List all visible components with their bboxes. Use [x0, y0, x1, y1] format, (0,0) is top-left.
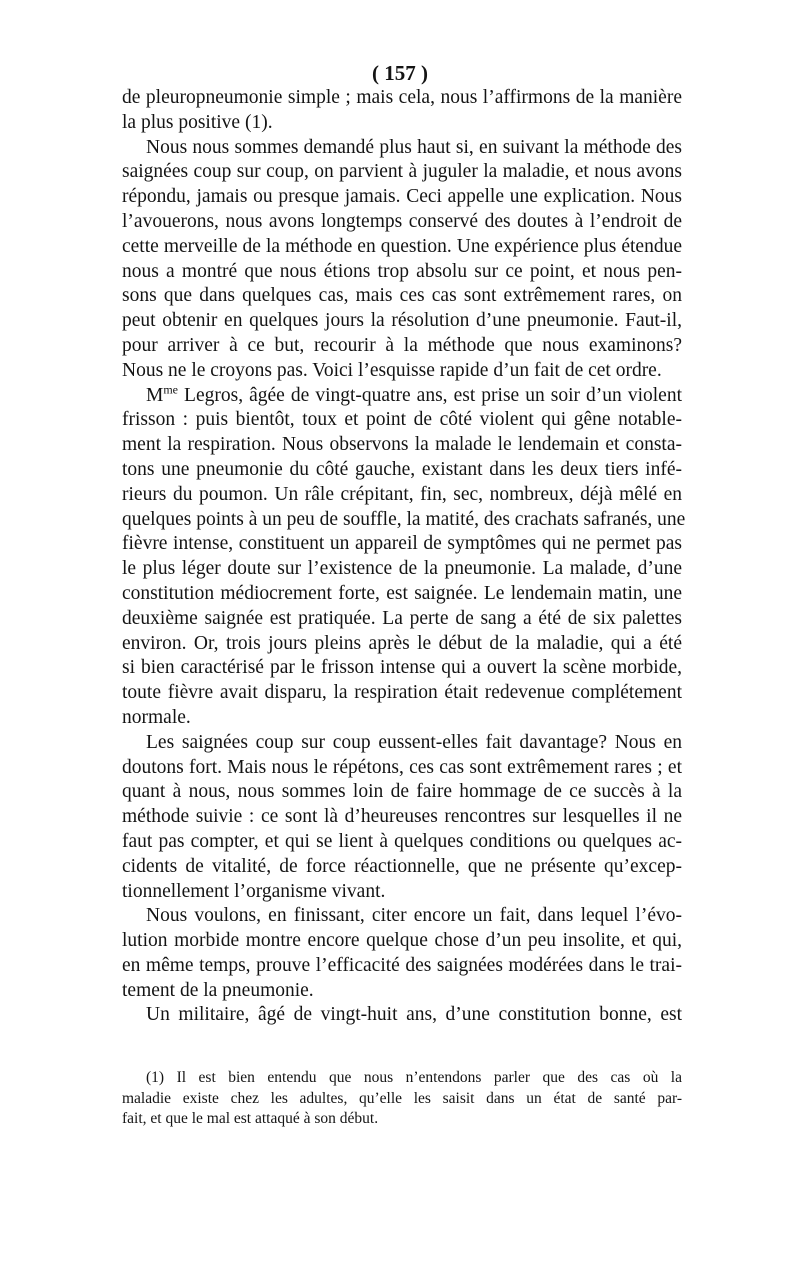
text-line: répondu, jamais ou presque jamais. Ceci appelle une explication. Nous: [122, 186, 682, 208]
text-line: constitution médiocrement forte, est saignée. Le lendemain matin, une: [122, 582, 682, 604]
text-line: quelques points à un peu de souffle, la matité, des crachats safranés, une: [122, 508, 686, 530]
text-line: sons que dans quelques cas, mais ces cas sont extrêmement rares, on: [122, 285, 682, 307]
text-line: faut pas compter, et qui se lient à quelques conditions ou quelques ac-: [122, 830, 682, 852]
text-line: fièvre intense, constituent un appareil de symptômes qui ne permet pas: [122, 533, 682, 555]
footnote-line: (1) Il est bien entendu que nous n’entendons parler que des cas où la: [146, 1069, 682, 1086]
text-line: Nous nous sommes demandé plus haut si, en suivant la méthode des: [146, 136, 682, 158]
text-line: tons une pneumonie du côté gauche, existant dans les deux tiers infé-: [122, 458, 682, 480]
text-line: méthode suivie : ce sont là d’heureuses rencontres sur lesquelles il ne: [122, 806, 682, 828]
text-line: si bien caractérisé par le frisson intense qui a ouvert la scène morbide,: [122, 657, 682, 679]
text-line: de pleuropneumonie simple ; mais cela, nous l’affirmons de la manière: [122, 87, 682, 108]
text-line: tement de la pneumonie.: [122, 979, 314, 1001]
text-line: la plus positive (1).: [122, 111, 273, 133]
text-line: saignées coup sur coup, on parvient à juguler la maladie, et nous avons: [122, 161, 682, 183]
text-line: Un militaire, âgé de vingt-huit ans, d’une constitution bonne, est: [146, 1004, 682, 1026]
text-line: cidents de vitalité, de force réactionnelle, que ne présente qu’excep-: [122, 855, 682, 877]
text-line: $M^{me}$ Legros, âgée de vingt-quatre ans, est prise un soir d’un violent: [146, 382, 682, 406]
text-line: tionnellement l’organisme vivant.: [122, 880, 386, 902]
text-line: doutons fort. Mais nous le répétons, ces cas sont extrêmement rares ; et: [122, 756, 682, 778]
body-text: [122, 86, 686, 1028]
text-line: quant à nous, nous sommes loin de faire hommage de ce succès à la: [122, 781, 682, 803]
footnote: [122, 1068, 682, 1130]
footnote-line: fait, et que le mal est attaqué à son début.: [122, 1110, 379, 1127]
text-line: peut obtenir en quelques jours la résolution d’une pneumonie. Faut-il,: [122, 310, 682, 332]
text-line: Nous voulons, en finissant, citer encore un fait, dans lequel l’évo-: [146, 905, 682, 927]
text-line: pour arriver à ce but, recourir à la méthode que nous examinons?: [122, 334, 682, 356]
text-line: environ. Or, trois jours pleins après le début de la maladie, qui a été: [122, 632, 682, 654]
text-line: normale.: [122, 706, 191, 728]
text-line: cette merveille de la méthode en question. Une expérience plus étendue: [122, 235, 682, 257]
text-line: nous a montré que nous étions trop absolu sur ce point, et nous pen-: [122, 260, 682, 282]
page-number: ( 157 ): [372, 61, 428, 85]
text-line: Nous ne le croyons pas. Voici l’esquisse rapide d’un fait de cet ordre.: [122, 359, 662, 381]
text-line: frisson : puis bientôt, toux et point de côté violent qui gêne notable-: [122, 409, 682, 431]
text-line: en même temps, prouve l’efficacité des saignées modérées dans le trai-: [122, 954, 682, 976]
text-line: le plus léger doute sur l’existence de la pneumonie. La malade, d’une: [122, 558, 682, 580]
text-line: toute fièvre avait disparu, la respiration était redevenue complétement: [122, 682, 682, 704]
text-line: deuxième saignée est pratiquée. La perte de sang a été de six palettes: [122, 607, 682, 629]
text-line: l’avouerons, nous avons longtemps conservé des doutes à l’endroit de: [122, 210, 682, 232]
text-line: rieurs du poumon. Un râle crépitant, fin, sec, nombreux, déjà mêlé en: [122, 483, 682, 505]
text-line: lution morbide montre encore quelque chose d’un peu insolite, et qui,: [122, 930, 682, 952]
footnote-line: maladie existe chez les adultes, qu’elle les saisit dans un état de santé par-: [122, 1089, 682, 1107]
text-line: Les saignées coup sur coup eussent-elles fait davantage? Nous en: [146, 731, 682, 753]
text-line: ment la respiration. Nous observons la malade le lendemain et consta-: [122, 434, 682, 456]
